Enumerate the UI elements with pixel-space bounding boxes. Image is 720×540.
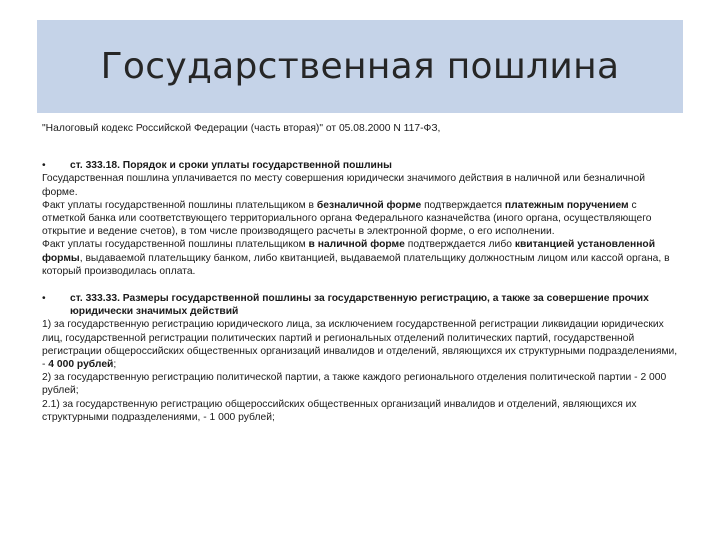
section-2-item-2: 2) за государственную регистрацию политической партии, а также каждого регионального отделения политической партии - 2 000 рублей;	[42, 372, 667, 397]
source-reference: "Налоговый кодекс Российской Федерации (часть вторая)" от 05.08.2000 N 117-ФЗ,	[42, 123, 441, 134]
section-2-item-1: 1) за государственную регистрацию юридического лица, за исключением государственной регистрации ликвидации юридических лиц, государственной регистрации политических партий и региональных отделений политических партий, государственной регистрации общероссийских общественных организаций инвалидов и отделений, являющихся их структурными подразделениями, - 4 000 рублей;	[42, 319, 678, 371]
section-1-paragraph-2: Факт уплаты государственной пошлины плательщиком в безналичной форме подтверждается платежным поручением с отметкой банка или соответствующего территориального органа Федерального казначейства (иного органа, осуществляющего открытие и ведение счетов), в том числе производящего расчеты в электронной форме, о его исполнении.	[42, 199, 652, 238]
section-1-paragraph-1: Государственная пошлина уплачивается по месту совершения юридически значимого действия в наличной или безналичной форме.	[42, 173, 645, 198]
emphasis-cashless: безналичной форме	[316, 199, 422, 211]
bullet-marker: •	[42, 160, 46, 172]
slide-title: Государственная пошлина	[100, 46, 620, 87]
section-2-heading	[42, 292, 682, 318]
section-1-title: ст. 333.18. Порядок и сроки уплаты государственной пошлины	[70, 160, 392, 172]
section-2-item-2-1: 2.1) за государственную регистрацию общероссийских общественных организаций инвалидов и отделений, являющихся их структурными подразделениями, - 1 000 рублей;	[42, 398, 637, 423]
bullet-marker: •	[42, 293, 46, 305]
slide-content	[42, 122, 682, 424]
emphasis-receipt: квитанцией установленной формы	[42, 239, 656, 264]
section-1-heading	[42, 159, 682, 172]
emphasis-cash: в наличной форме	[308, 239, 405, 251]
section-2-title: ст. 333.33. Размеры государственной пошлины за государственную регистрацию, а также за совершение прочих юридически значимых действий	[70, 293, 649, 318]
emphasis-payment-order: платежным поручением	[504, 199, 629, 211]
title-bar	[37, 20, 683, 113]
emphasis-amount-4000: 4 000 рублей	[48, 359, 114, 371]
section-1-paragraph-3: Факт уплаты государственной пошлины плательщиком в наличной форме подтверждается либо квитанцией установленной формы, выдаваемой плательщику банком, либо квитанцией, выдаваемой плательщику должностным лицом или кассой органа, в который производилась оплата.	[42, 239, 670, 277]
